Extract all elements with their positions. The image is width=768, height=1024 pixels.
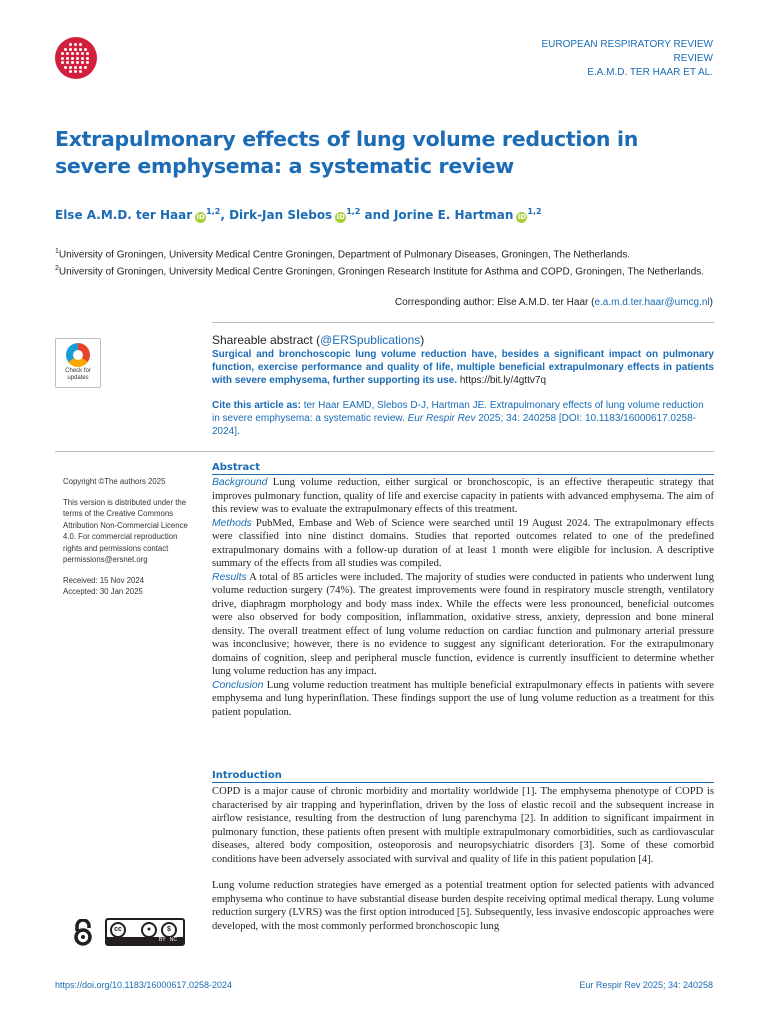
author-affiliation-ref: 1,2 (527, 207, 542, 216)
logo-dot (79, 66, 82, 69)
logo-dot (76, 61, 79, 64)
logo-dot (79, 43, 82, 46)
article-sidebar (63, 476, 198, 607)
logo-dot (79, 48, 82, 51)
author-affiliation-ref: 1,2 (206, 207, 221, 216)
logo-dot (79, 70, 82, 73)
logo-dot (76, 52, 79, 55)
cite-journal: Eur Respir Rev (407, 413, 476, 424)
check-for-updates-line1: Check for (65, 368, 91, 374)
logo-dot (69, 66, 72, 69)
logo-dot (64, 48, 67, 51)
logo-dot (81, 52, 84, 55)
logo-dot (71, 57, 74, 60)
journal-name: EUROPEAN RESPIRATORY REVIEW (541, 39, 713, 50)
logo-dot (81, 61, 84, 64)
abstract-label: Methods (212, 517, 252, 529)
logo-dot (71, 52, 74, 55)
cc-nc-label: NC (169, 937, 177, 943)
non-commercial-icon: $ (161, 922, 177, 938)
corresponding-close: ) (709, 297, 713, 308)
running-authors: E.A.M.D. TER HAAR ET AL. (587, 67, 713, 78)
author-separator: , (220, 208, 230, 222)
ers-logo (55, 37, 97, 79)
licence-notice: This version is distributed under the terms of the Creative Commons Attribution Non-Commercial Licence 4.0. For commercial reproduction rights and permissions contact permissions@ersnet.org (63, 497, 188, 564)
logo-dot (64, 66, 67, 69)
footer-citation: Eur Respir Rev 2025; 34: 240258 (579, 980, 713, 990)
introduction-body (212, 785, 714, 946)
author-list (55, 207, 542, 223)
logo-dot (86, 52, 89, 55)
licence-badges (72, 915, 187, 947)
cc-icon: cc (110, 922, 126, 938)
orcid-icon[interactable]: iD (517, 213, 527, 221)
abstract-text: Lung volume reduction, either surgical or bronchoscopic, is an effective therapeutic strategy that improves pulmonary function, quality of life and exercise capacity in patients with advanced emphysema. The aim of this review was to evaluate the extrapulmonary effects of this treatment. (212, 477, 714, 515)
divider (212, 322, 714, 323)
introduction-paragraph: COPD is a major cause of chronic morbidity and mortality worldwide [1]. The emphysema phenotype of COPD is characterised by air trapping and hyperinflation, driven by the loss of elastic recoil and the subsequent increase in airflow resistance, resulting from the destruction of lung parenchyma [2]. In addition to significant impairment in pulmonary function, these patients often present with multiple extrapulmonary comorbidities, such as cardiovascular diseases, altered body composition, osteoporosis and neuropsychiatric disorders [3]. Some of these comorbid conditions have been adversely associated with survival and quality of life in this patient population [4]. (212, 786, 714, 865)
twitter-handle-link[interactable]: @ERSpublications (320, 333, 421, 347)
abstract-results (212, 571, 714, 679)
introduction-heading: Introduction (212, 770, 714, 783)
abstract-label: Background (212, 477, 268, 488)
article-title: Extrapulmonary effects of lung volume reduction in severe emphysema: a systematic review (55, 127, 639, 178)
logo-dot (66, 52, 69, 55)
orcid-icon[interactable]: iD (336, 213, 345, 221)
logo-dot (74, 43, 77, 46)
author-name[interactable]: Jorine E. Hartman (393, 208, 514, 222)
by-attribution-icon: ● (141, 922, 157, 938)
journal-header (541, 38, 713, 80)
logo-dot (69, 70, 72, 73)
affiliation-number: 1 (55, 248, 59, 255)
abstract-label: Results (212, 571, 247, 583)
abstract-text: A total of 85 articles were included. The majority of studies were conducted in patients who underwent lung volume reduction surgery (74%). The greatest improvements were found in respiratory muscle strength, ventilatory drive, diaphragm morphology and body mass index. While the effects were less pronounced, beneficial outcomes were also observed for body composition, inflammation, oxidative stress, anxiety, depression and bone mineral density. The overall treatment effect of lung volume reduction on cardiac function and pulmonary arterial pressure was inconclusive; however, there is no evidence to suggest any significant deterioration. For the extrapulmonary domains of cognition, sleep and peripheral muscle function, evidence is currently insufficient to determine whether lung volume reduction has any impact. (212, 571, 714, 677)
shareable-abstract-heading (212, 333, 424, 347)
logo-dot (81, 57, 84, 60)
introduction-paragraph: Lung volume reduction strategies have emerged as a potential treatment option for selected patients with advanced emphysema who continue to have substantial disease burden despite receiving optimal medical therapy. Lung volume reduction surgery (LVRS) was the first option introduced [5]. Subsequently, less invasive endoscopic approaches were developed, with the most commonly performed bronchoscopic lung (212, 880, 714, 932)
check-for-updates-button[interactable] (55, 338, 101, 388)
abstract-methods (212, 517, 714, 571)
abstract-text: PubMed, Embase and Web of Science were searched until 19 August 2024. The extrapulmonary effects were classified into nine distinct domains. Studies that reported outcomes related to one of the predefined extrapulmonary domains with a follow-up duration of at least 1 month were eligible for inclusion. A descriptive summary of the effects from all studies was compiled. (212, 517, 714, 569)
logo-dot (61, 57, 64, 60)
affiliation-text: University of Groningen, University Medical Centre Groningen, Department of Pulmonary Diseases, Groningen, The Netherlands. (58, 249, 631, 261)
logo-dot (69, 48, 72, 51)
shareable-heading-close: ) (420, 333, 425, 347)
received-date: Received: 15 Nov 2024 (63, 575, 145, 585)
cite-rest: 2025; 34: 240258 [DOI: 10.1183/16000617.0258-2024]. (212, 413, 697, 437)
doi-link[interactable]: https://doi.org/10.1183/16000617.0258-2024 (55, 980, 232, 990)
cite-label: Cite this article as: (212, 400, 301, 411)
corresponding-label: Corresponding author: Else A.M.D. ter Haar ( (394, 297, 595, 308)
cc-label-bar (107, 937, 183, 944)
check-for-updates-line2: updates (67, 375, 89, 381)
affiliation-number: 2 (55, 264, 59, 272)
shareable-abstract-text: Surgical and bronchoscopic lung volume reduction have, besides a significant impact on pulmonary function, exercise performance and quality of life, multiple beneficial extrapulmonary effects in patients with severe emphysema, further supporting its use. (212, 349, 714, 386)
orcid-icon[interactable]: iD (196, 213, 205, 221)
shareable-heading-text: Shareable abstract ( (212, 333, 321, 347)
logo-dot (86, 57, 89, 60)
author-affiliation-ref: 1,2 (346, 207, 361, 216)
logo-dot (69, 43, 72, 46)
abstract-text: Lung volume reduction treatment has multiple beneficial extrapulmonary effects in patients with severe emphysema and lung hyperinflation. These findings support the use of lung volume reduction as a treatment for this patient population. (212, 679, 714, 718)
author-name[interactable]: Dirk-Jan Slebos (229, 208, 333, 222)
abstract-background (212, 476, 714, 517)
logo-dot (61, 61, 64, 64)
abstract-label: Conclusion (212, 679, 264, 691)
logo-dot (84, 48, 87, 51)
shareable-abstract-body (212, 348, 714, 387)
logo-dot (76, 57, 79, 60)
shareable-link[interactable]: https://bit.ly/4gttv7q (459, 375, 547, 386)
cite-this-article (212, 399, 714, 438)
open-access-icon[interactable] (72, 919, 94, 947)
creative-commons-badge[interactable] (105, 918, 185, 946)
affiliations (55, 245, 715, 279)
affiliation-text: University of Groningen, University Medical Centre Groningen, Groningen Research Institute for Asthma and COPD, Groningen, The Netherlands. (58, 266, 705, 278)
author-name[interactable]: Else A.M.D. ter Haar (55, 208, 193, 222)
corresponding-email-link[interactable]: e.a.m.d.ter.haar@umcg.nl (594, 297, 710, 308)
logo-dot (86, 61, 89, 64)
logo-dot (71, 61, 74, 64)
article-type: REVIEW (673, 53, 713, 64)
logo-dot (66, 61, 69, 64)
divider (55, 451, 714, 452)
abstract-body (212, 476, 714, 719)
logo-dot (74, 66, 77, 69)
cc-by-label: BY (158, 937, 166, 943)
copyright-notice: Copyright ©The authors 2025 (63, 477, 166, 486)
logo-dot (61, 52, 64, 55)
logo-dot (74, 48, 77, 51)
cite-text: ter Haar EAMD, Slebos D-J, Hartman JE. Extrapulmonary effects of lung volume reduction in severe emphysema: a systematic review. (212, 400, 704, 424)
logo-dot (66, 57, 69, 60)
corresponding-author (395, 297, 713, 308)
crossmark-icon (66, 343, 90, 367)
abstract-conclusion (212, 679, 714, 720)
abstract-heading: Abstract (212, 462, 714, 475)
logo-dot (84, 66, 87, 69)
accepted-date: Accepted: 30 Jan 2025 (63, 587, 143, 596)
logo-dot (74, 70, 77, 73)
author-separator: and (360, 208, 394, 222)
